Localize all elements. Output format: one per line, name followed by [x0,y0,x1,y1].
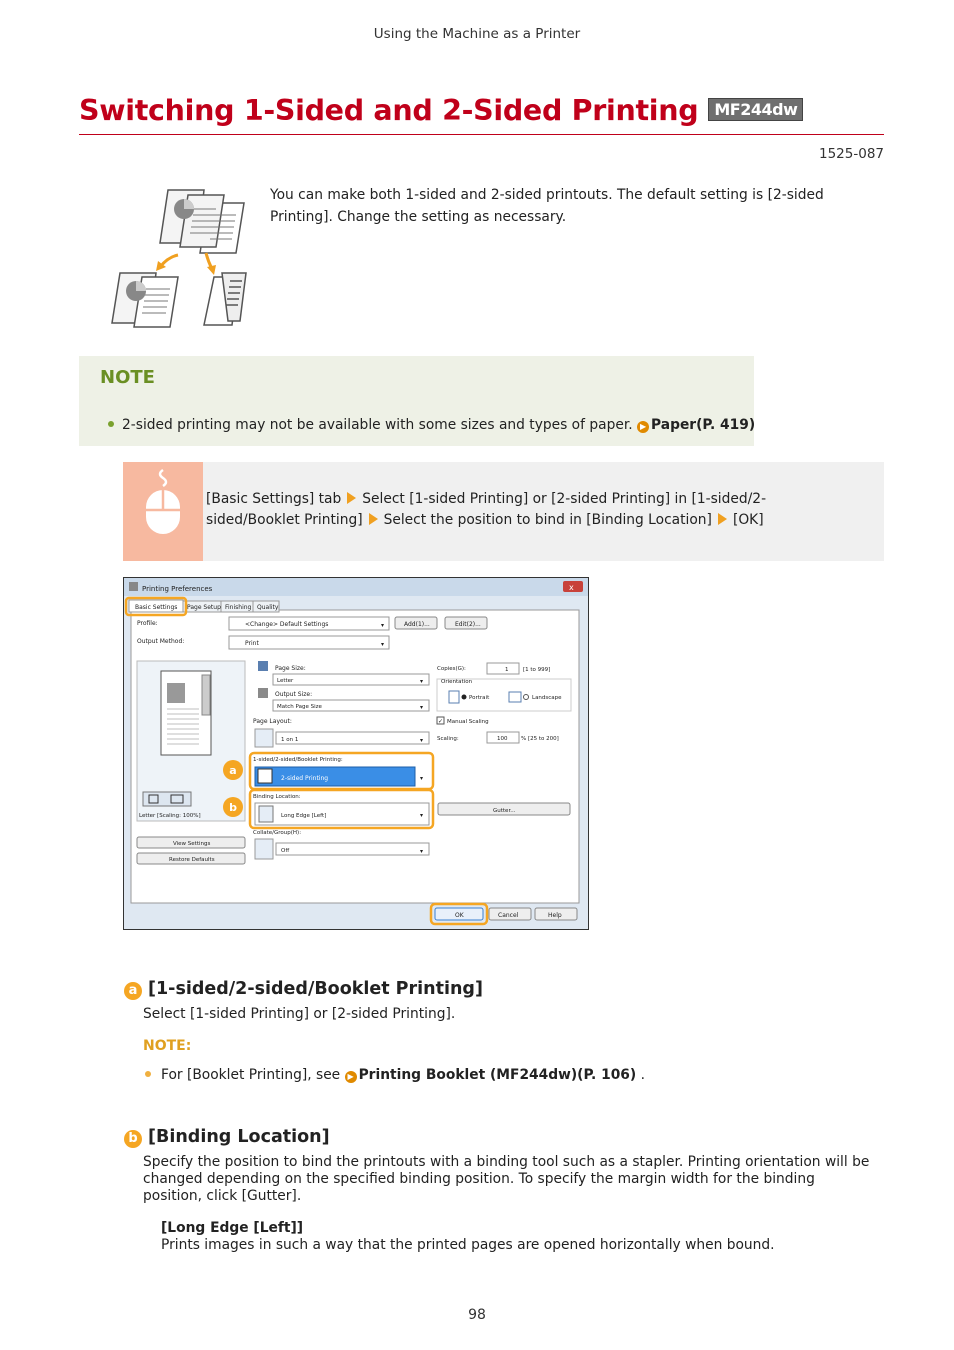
svg-text:▾: ▾ [420,678,424,685]
mouse-icon-panel [123,462,203,561]
svg-text:Copies(G):: Copies(G): [437,666,466,672]
svg-text:▾: ▾ [381,641,385,648]
svg-text:1-sided/2-sided/Booklet Printi: 1-sided/2-sided/Booklet Printing: [253,757,343,763]
svg-text:Long Edge [Left]: Long Edge [Left] [281,813,327,819]
marker-a-icon: a [124,982,142,1000]
svg-text:Letter [Scaling: 100%]: Letter [Scaling: 100%] [139,813,201,819]
collate-icon [255,839,273,859]
svg-text:Letter: Letter [277,678,294,684]
portrait-icon [449,691,459,703]
intro-text: You can make both 1-sided and 2-sided printouts. The default setting is [2-sided Printing]. Change the setting as necessary. [270,187,824,225]
booklet-link[interactable]: Printing Booklet (MF244dw)(P. 106) [358,1067,637,1083]
svg-text:Output Method:: Output Method: [137,638,185,645]
svg-text:Add(1)...: Add(1)... [404,621,430,628]
link-arrow-icon: ▶ [345,1071,357,1083]
page-layout-select[interactable] [276,732,429,744]
page-size-icon [258,661,268,671]
svg-text:Output Size:: Output Size: [275,691,313,698]
note-heading: NOTE [100,367,155,388]
step-part-2: Select [1-sided Printing] or [2-sided Printing] in [1-sided/2-sided/Booklet Printing] [206,491,767,528]
svg-text:100: 100 [497,736,508,742]
svg-text:x: x [569,583,574,592]
svg-text:Help: Help [548,912,562,919]
page-title [79,94,803,127]
note-item [108,417,755,433]
bullet-dot [108,421,114,427]
title-rule [79,134,884,135]
running-head: Using the Machine as a Printer [373,26,581,42]
section-a-note-item: For [Booklet Printing], see ▶ Printing Booklet (MF244dw)(P. 106) . [145,1067,645,1084]
portrait-radio[interactable] [462,695,467,700]
svg-text:Match Page Size: Match Page Size [277,704,322,710]
svg-text:% [25 to 200]: % [25 to 200] [521,736,559,742]
marker-b-icon: b [124,1130,142,1148]
svg-text:✓: ✓ [438,718,444,725]
page-number: 98 [468,1307,486,1323]
svg-text:Edit(2)...: Edit(2)... [455,621,481,628]
section-b-heading: b [Binding Location] [124,1127,330,1148]
svg-text:▾: ▾ [420,848,424,855]
svg-text:Page Layout:: Page Layout: [253,718,292,725]
section-a-heading: a [1-sided/2-sided/Booklet Printing] [124,979,483,1000]
svg-text:Profile:: Profile: [137,620,158,627]
landscape-icon [509,692,521,702]
svg-text:Collate/Group(H):: Collate/Group(H): [253,830,302,836]
steps-text [206,489,856,531]
printer-icon [129,582,138,591]
svg-text:Orientation: Orientation [441,679,473,685]
svg-text:2-sided Printing: 2-sided Printing [281,775,329,782]
svg-text:Landscape: Landscape [532,695,562,701]
duplex-select[interactable] [255,767,415,786]
duplex-printing-illustration [108,185,250,330]
svg-text:Finishing: Finishing [225,604,252,611]
preview-mode-toggle[interactable] [143,792,191,806]
svg-text:[1 to 999]: [1 to 999] [523,667,551,673]
mouse-icon [123,462,203,561]
section-b-text: Specify the position to bind the printouts with a binding tool such as a stapler. Printing orientation will be changed depending on the specified binding position. To specify the margin width for the binding position, click [Gutter]. [143,1154,870,1204]
step-part-3: Select the position to bind in [Binding Location] [383,512,712,528]
link-arrow-icon: ▶ [637,421,649,433]
svg-text:Print: Print [245,640,259,647]
svg-text:Manual Scaling: Manual Scaling [447,719,489,725]
paper-link[interactable]: Paper(P. 419) [651,417,756,433]
printing-preferences-dialog [123,577,589,930]
svg-text:Basic Settings: Basic Settings [135,604,178,611]
svg-text:Page Size:: Page Size: [275,665,306,672]
svg-text:Cancel: Cancel [498,912,519,919]
svg-text:Scaling:: Scaling: [437,736,459,742]
svg-text:View Settings: View Settings [173,841,211,847]
bullet-dot [145,1071,151,1077]
svg-text:▾: ▾ [420,812,424,819]
page-layout-icon [255,729,273,747]
svg-text:Binding Location:: Binding Location: [253,794,301,800]
svg-text:a: a [229,764,237,777]
section-a-text: Select [1-sided Printing] or [2-sided Printing]. [143,1006,456,1022]
step-arrow-icon [718,513,727,525]
svg-text:▾: ▾ [420,737,424,744]
page-title-text: Switching 1-Sided and 2-Sided Printing [79,94,699,127]
svg-text:▾: ▾ [420,704,424,711]
svg-text:Off: Off [281,848,290,854]
output-size-icon [258,688,268,698]
svg-text:Portrait: Portrait [469,695,490,701]
collate-select[interactable] [276,843,429,855]
document-id: 1525-087 [819,146,884,162]
dialog-title: Printing Preferences [142,585,213,593]
svg-text:1 on 1: 1 on 1 [281,737,299,743]
svg-text:1: 1 [505,667,509,673]
model-badge: MF244dw [708,98,803,121]
step-arrow-icon [369,513,378,525]
svg-text:Gutter...: Gutter... [493,808,516,814]
svg-text:Quality: Quality [257,604,279,611]
svg-text:▾: ▾ [420,775,424,782]
svg-text:Page Setup: Page Setup [187,604,221,611]
svg-text:b: b [229,801,237,814]
note-item-text: 2-sided printing may not be available with some sizes and types of paper. [122,417,633,433]
step-arrow-icon [347,492,356,504]
svg-text:▾: ▾ [381,622,385,629]
long-edge-left-option: [Long Edge [Left]] [161,1220,304,1236]
svg-text:<Change> Default Settings: <Change> Default Settings [245,621,329,628]
svg-text:Restore Defaults: Restore Defaults [169,857,215,863]
long-edge-left-description: Prints images in such a way that the printed pages are opened horizontally when bound. [161,1237,775,1253]
copies-input[interactable] [487,663,519,674]
svg-text:OK: OK [455,912,464,919]
step-part-1: [Basic Settings] tab [206,491,342,507]
step-part-4: [OK] [732,512,764,528]
page-size-select[interactable] [273,674,429,685]
section-a-note-label: NOTE: [143,1038,192,1054]
